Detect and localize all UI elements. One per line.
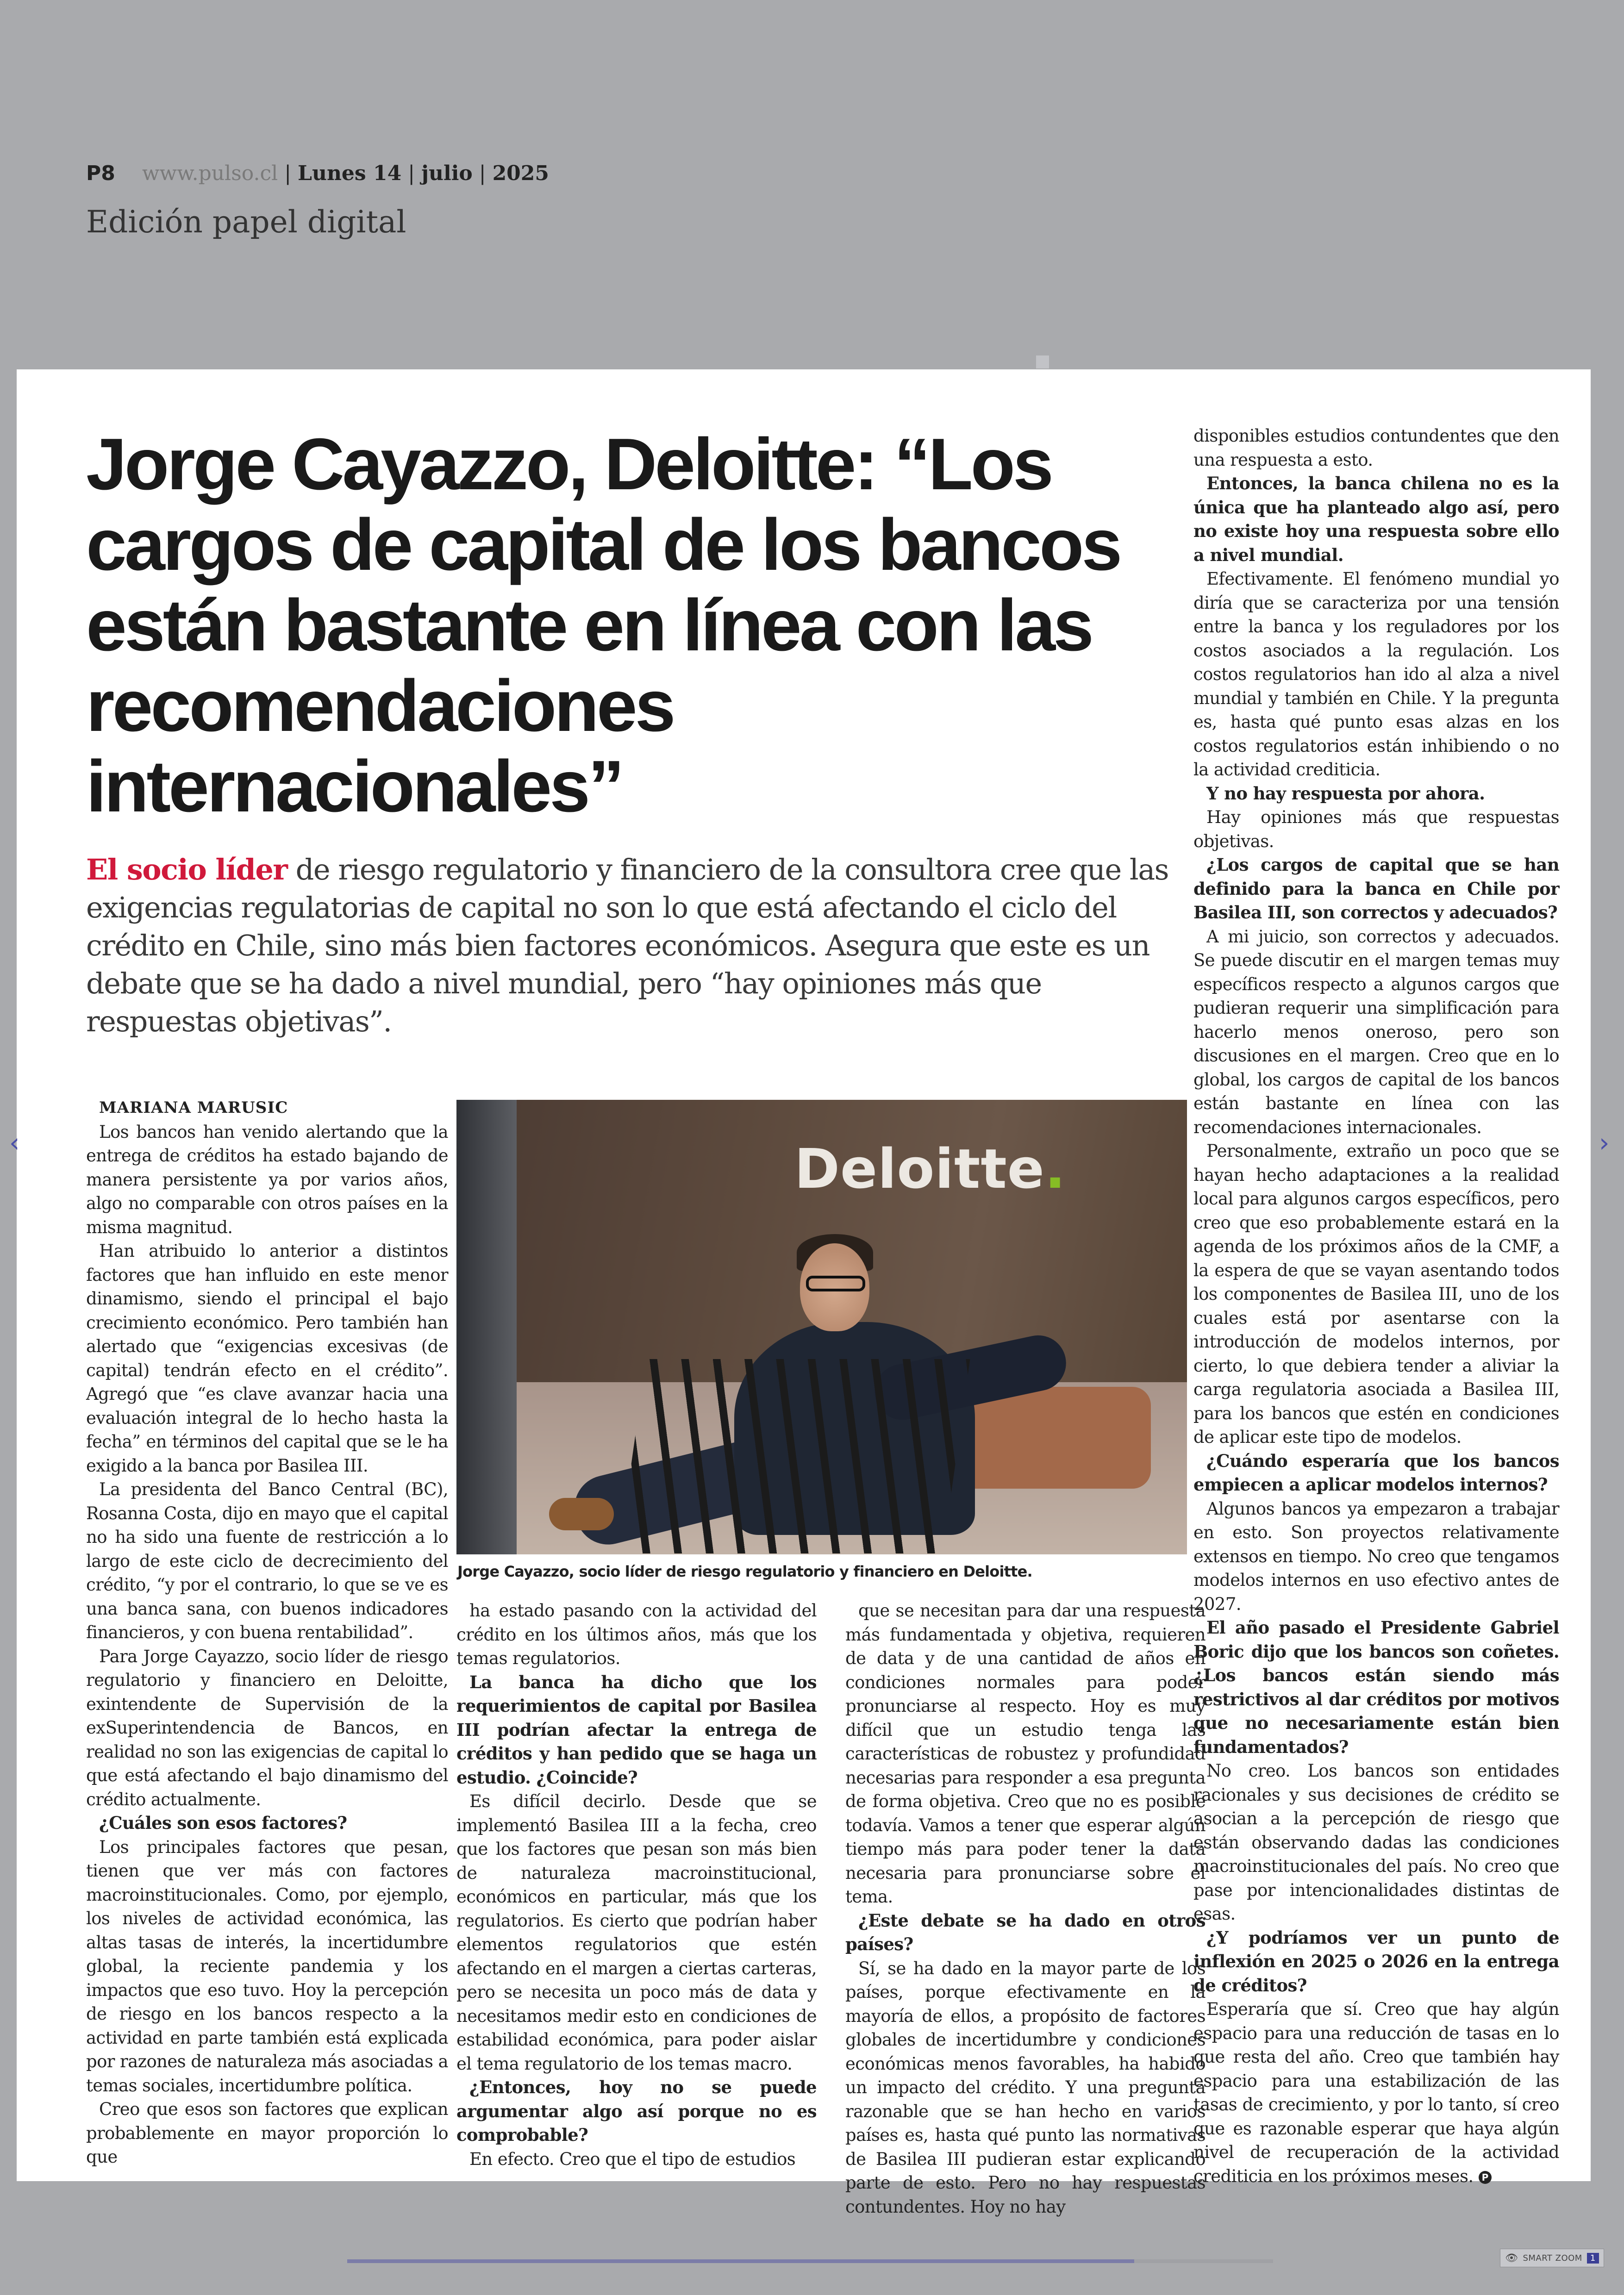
paragraph: Personalmente, extraño un poco que se hayan hecho adaptaciones a la realidad local para algunos cargos específicos, pero creo que eso probablemente estará en la agenda de los próximos años de la CMF, a la espera de que se vayan asentando todos los componentes de Basilea III, uno de los cuales está por asentarse con la introducción de modelos internos, por cierto, lo que debiera tender a aliviar la carga regulatoria asociada a Basilea III, para los bancos que estén en condiciones de aplicar este tipo de modelos.: [1193, 1141, 1559, 1447]
smart-zoom-label: SMART ZOOM: [1523, 2253, 1582, 2263]
paragraph: Algunos bancos ya empezaron a trabajar en esto. Son proyectos relativamente extensos en tiempo. No creo que tengamos modelos internos en uso efectivo antes de 2027.: [1193, 1498, 1559, 1614]
prev-page-arrow-icon[interactable]: ‹: [9, 1128, 20, 1158]
site-url[interactable]: www.pulso.cl: [142, 162, 278, 185]
next-page-arrow-icon[interactable]: ›: [1599, 1128, 1610, 1158]
date-year: 2025: [492, 162, 550, 185]
article-photo: [456, 1100, 1187, 1554]
article-column-4: [1193, 424, 1559, 2188]
paragraph: que se necesitan para dar una respuesta más fundamentada y objetiva, requieren de data y de una cantidad de años en condiciones normales para poder pronunciarse al respecto. Hoy es muy difícil que un estudio tenga las características de robustez y profundidad necesarias para responder a esa pregunta de forma objetiva. Creo que no es posible todavía. Vamos a tener que esperar algún tiempo más para poder tener la data necesaria para pronunciarse sobre el tema.: [845, 1601, 1206, 1907]
paragraph: No creo. Los bancos son entidades racionales y sus decisiones de crédito se asocian a la percepción de riesgo que están observando dadas las condiciones macroinstitucionales del país. No creo que pase por intencionalidades distintas de esas.: [1193, 1761, 1559, 1924]
paragraph: Creo que esos son factores que explican probablemente en mayor proporción lo que: [86, 2099, 448, 2167]
paragraph: Los bancos han venido alertando que la entrega de créditos ha estado bajando de manera persistente ya por varios años, algo no comparable con otros países en la misma magnitud.: [86, 1122, 448, 1237]
paragraph: ha estado pasando con la actividad del crédito en los últimos años, más que los temas regulatorios.: [456, 1601, 817, 1668]
paragraph: Hay opiniones más que respuestas objetivas.: [1193, 807, 1559, 851]
page-number: P8: [86, 162, 115, 185]
end-mark-icon: P: [1479, 2171, 1492, 2184]
paragraph: A mi juicio, son correctos y adecuados. Se puede discutir en el margen temas muy específicos respecto a algunos cargos que pudieran requerir una simplificación para hacerlo menos oneroso, pero son discusiones en el margen. Creo que en lo global, los cargos de capital de los bancos están bastante en línea con las recomendaciones internacionales.: [1193, 926, 1559, 1137]
article-column-3: [845, 1599, 1206, 2219]
page-indicator: 1: [1587, 2253, 1599, 2264]
interview-question: ¿Cuáles son esos factores?: [99, 1813, 347, 1833]
paragraph: En efecto. Creo que el tipo de estudios: [469, 2149, 796, 2169]
eye-icon: 👁: [1505, 2252, 1518, 2264]
smart-zoom-button[interactable]: [1500, 2249, 1604, 2267]
page-scroll-thumb[interactable]: [347, 2259, 1134, 2263]
dateline: P8 www.pulso.cl | Lunes 14 | julio | 2025: [86, 162, 550, 185]
interview-question: ¿Entonces, hoy no se puede argumentar algo así porque no es comprobable?: [456, 2077, 817, 2145]
paragraph: Es difícil decirlo. Desde que se implementó Basilea III a la fecha, creo que los factores que pesan son más bien de naturaleza macroinstitucional, económicos en particular, más que los regulatorios. Es cierto que podrían haber elementos regulatorios que estén afectando en el margen a ciertas carteras, pero se necesita un poco más de data y necesitamos medir esto en condiciones de estabilidad económica, para poder aislar el tema regulatorio de los temas macro.: [456, 1791, 817, 2074]
edition-header: [86, 160, 734, 240]
deck-lead: El socio líder: [86, 853, 287, 886]
interview-question: El año pasado el Presidente Gabriel Boric dijo que los bancos son coñetes. ¿Los bancos están siendo más restrictivos al dar créditos por motivos que no necesariamente están bien fundamentados?: [1193, 1617, 1559, 1757]
final-paragraph: Esperaría que sí. Creo que hay algún espacio para una reducción de tasas en lo que resta del año. Creo que también hay espacio para una estabilización de las tasas de crecimiento, y por lo tanto, sí creo que es razonable esperar que haya algún nivel de recuperación de la actividad crediticia en los próximos meses. P: [1193, 1999, 1559, 2186]
paragraph: La presidenta del Banco Central (BC), Rosanna Costa, dijo en mayo que el capital no ha sido una fuente de restricción a lo largo de este ciclo de decrecimiento del crédito, “y por el contrario, lo que se ve es una banca sana, con buenos indicadores financieros, y con buena rentabilidad”.: [86, 1479, 448, 1642]
article-headline: Jorge Cayazzo, Deloitte: “Los cargos de capital de los bancos están bastante en línea con las recomendaciones internacionales”: [86, 424, 1120, 827]
paragraph: Los principales factores que pesan, tienen que ver más con factores macroinstitucionales. Como, por ejemplo, los niveles de actividad económica, las altas tasas de interés, la incertidumbre global, la reciente pandemia y los impactos que eso tuvo. Hoy la percepción de riesgo en los bancos respecto a la actividad en parte también está explicada por razones de naturaleza más asociadas a temas sociales, incertidumbre política.: [86, 1837, 448, 2095]
interview-question: ¿Cuándo esperaría que los bancos empiecen a aplicar modelos internos?: [1193, 1450, 1559, 1495]
paragraph: Han atribuido lo anterior a distintos factores que han influido en este menor dinamismo, siendo el principal el bajo crecimiento económico. Pero también han alertado que “exigencias excesivas (de capital) tendrán efecto en el crédito”. Agregó que “es clave avanzar hacia una evaluación integral de lo hecho hasta la fecha” en términos del capital que se le ha exigido a la banca por Basilea III.: [86, 1241, 448, 1476]
interview-question: ¿Y podríamos ver un punto de inflexión en 2025 o 2026 en la entrega de créditos?: [1193, 1927, 1559, 1996]
deck-text: de riesgo regulatorio y financiero de la consultora cree que las exigencias regulatorias de capital no son lo que está afectando el ciclo del crédito en Chile, sino más bien factores económicos. Asegura que este es un debate que se ha dado a nivel mundial, pero “hay opiniones más que respuestas objetivas”.: [86, 853, 1168, 1038]
interview-question: ¿Los cargos de capital que se han definido para la banca en Chile por Basilea III, son correctos y adecuados?: [1193, 854, 1559, 923]
paragraph: Efectivamente. El fenómeno mundial yo diría que se caracteriza por una tensión entre la banca y los reguladores por los costos asociados a la regulación. Los costos regulatorios han ido al alza a nivel mundial y también en Chile. Y la pregunta es, hasta qué punto esas alzas en los costos regulatorios están inhibiendo o no la actividad crediticia.: [1193, 569, 1559, 780]
paragraph: Sí, se ha dado en la mayor parte de los países, porque efectivamente en la mayoría de ellos, a propósito de factores globales de incertidumbre y condiciones económicas menos favorables, ha habido un impacto del crédito. Y una pregunta razonable que se han hecho en varios países es, hasta qué punto las normativas de Basilea III pudieran estar explicando parte de esto. Pero no hay respuestas contundentes. Hoy no hay: [845, 1958, 1206, 2217]
article-column-1: [86, 1096, 448, 2169]
article-column-2: [456, 1599, 817, 2171]
interview-question: La banca ha dicho que los requerimientos de capital por Basilea III podrían afectar la entrega de créditos y han pedido que se haga un estudio. ¿Coincide?: [456, 1671, 817, 1788]
interview-question: Entonces, la banca chilena no es la única que ha planteado algo así, pero no existe hoy una respuesta sobre ello a nivel mundial.: [1193, 473, 1559, 565]
photo-deloitte-logo: Deloitte.: [794, 1137, 1066, 1201]
paragraph: Para Jorge Cayazzo, socio líder de riesgo regulatorio y financiero en Deloitte, exintendente de Supervisión de la exSuperintendencia de Bancos, en realidad no son las exigencias de capital lo que está afectando el bajo dinamismo del crédito actualmente.: [86, 1646, 448, 1809]
interview-question: Y no hay respuesta por ahora.: [1206, 783, 1485, 804]
date-day: Lunes 14: [298, 162, 402, 185]
edition-subtitle: Edición papel digital: [86, 204, 406, 240]
newspaper-page: [17, 369, 1591, 2217]
photo-caption: Jorge Cayazzo, socio líder de riesgo regulatorio y financiero en Deloitte.: [457, 1563, 1032, 1580]
interview-question: ¿Este debate se ha dado en otros países?: [845, 1910, 1206, 1954]
article-deck: [86, 851, 1188, 1041]
paragraph: disponibles estudios contundentes que den una respuesta a esto.: [1193, 426, 1559, 470]
date-month: julio: [421, 162, 473, 185]
byline: MARIANA MARUSIC: [99, 1098, 288, 1117]
page-top-marker: [1036, 355, 1049, 368]
page-scroll-bar[interactable]: [347, 2259, 1273, 2263]
